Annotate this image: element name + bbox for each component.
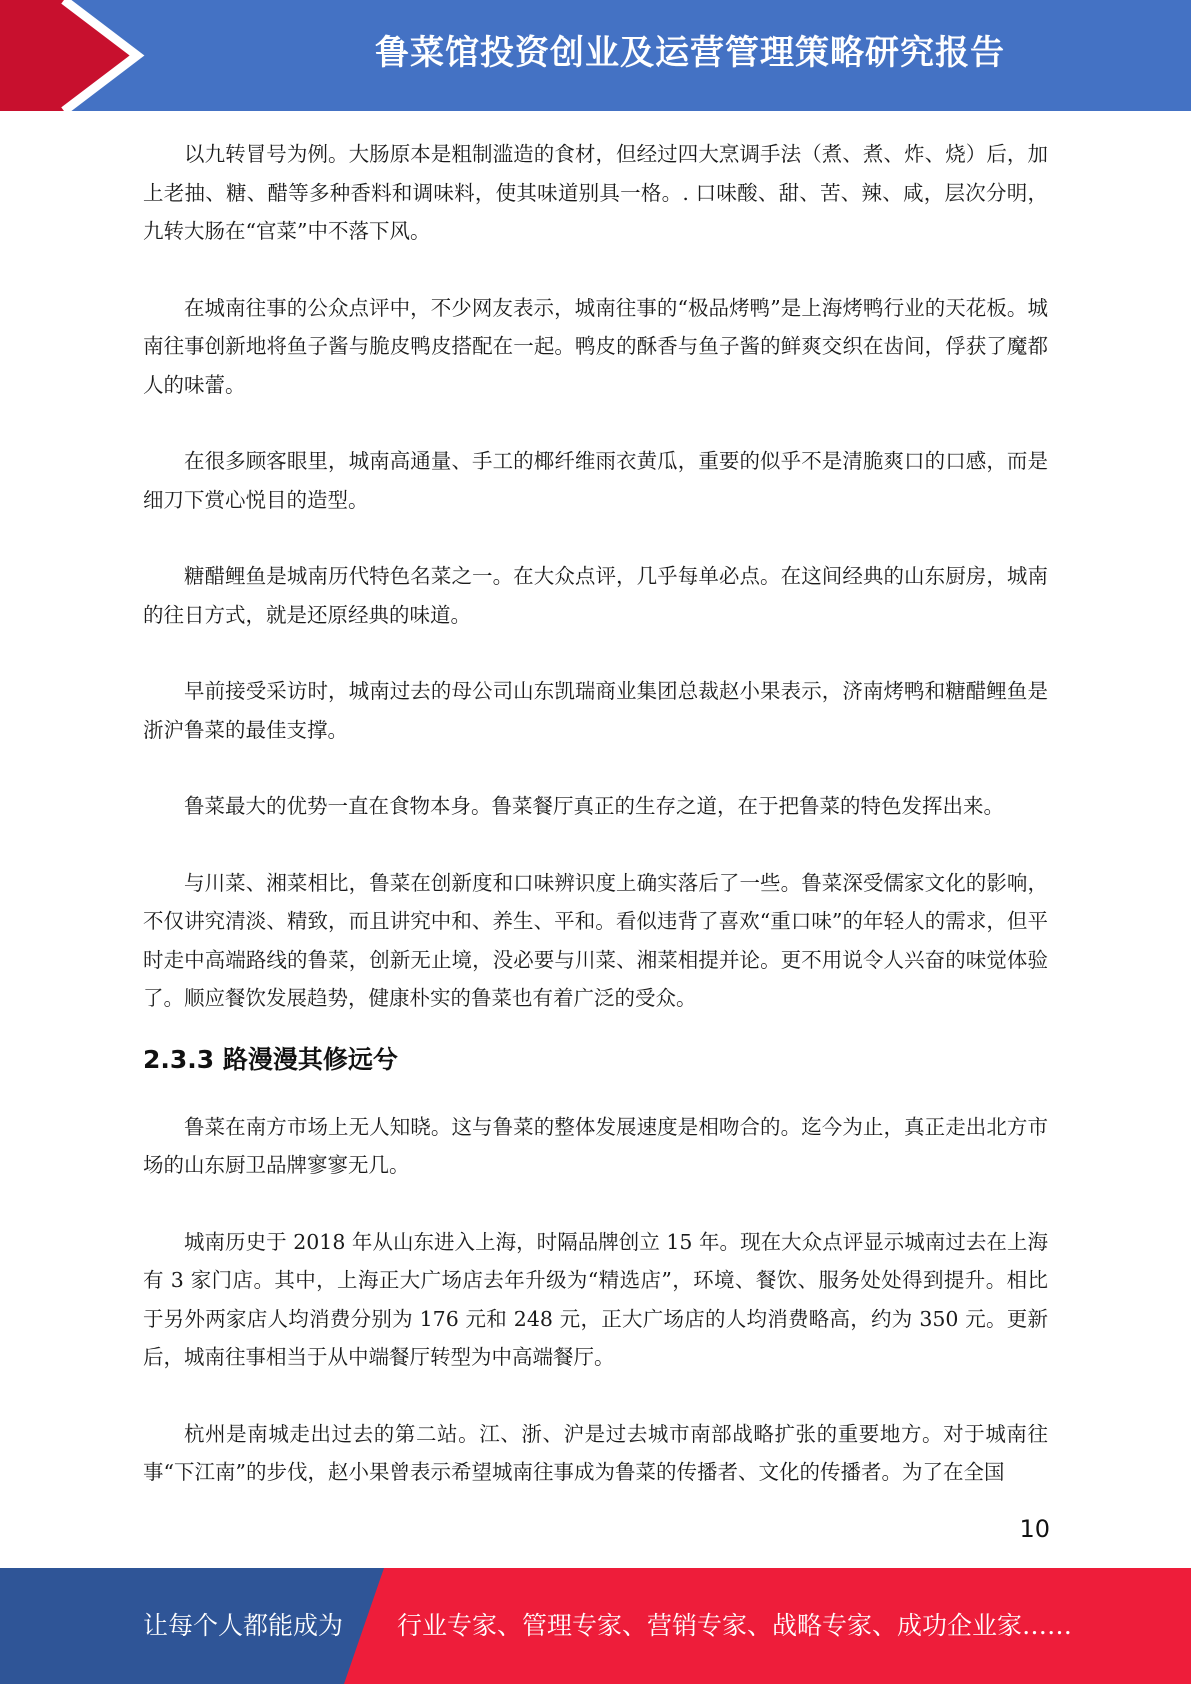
page-header <box>0 0 1191 111</box>
report-title: 鲁菜馆投资创业及运营管理策略研究报告 <box>375 33 1005 73</box>
paragraph: 以九转冒号为例。大肠原本是粗制滥造的食材，但经过四大烹调手法（煮、煮、炸、烧）后，加上老抽、糖、醋等多种香料和调味料，使其味道别具一格。. 口味酸、甜、苦、辣、咸，层次分明，九转大肠在“官菜”中不落下风。 <box>143 142 1048 243</box>
footer-slogan-left: 让每个人都能成为 <box>143 1611 344 1640</box>
document-body <box>143 135 1048 1492</box>
paragraph: 鲁菜最大的优势一直在食物本身。鲁菜餐厅真正的生存之道，在于把鲁菜的特色发挥出来。 <box>184 794 1004 818</box>
paragraph: 早前接受采访时，城南过去的母公司山东凯瑞商业集团总裁赵小果表示，济南烤鸭和糖醋鲤鱼是浙沪鲁菜的最佳支撑。 <box>143 679 1048 742</box>
paragraph: 杭州是南城走出过去的第二站。江、浙、沪是过去城市南部战略扩张的重要地方。对于城南往事“下江南”的步伐，赵小果曾表示希望城南往事成为鲁菜的传播者、文化的传播者。为了在全国 <box>143 1421 1048 1484</box>
header-arrow-decoration <box>0 0 160 111</box>
paragraph: 在城南往事的公众点评中，不少网友表示，城南往事的“极品烤鸭”是上海烤鸭行业的天花板。城南往事创新地将鱼子酱与脆皮鸭皮搭配在一起。鸭皮的酥香与鱼子酱的鲜爽交织在齿间，俘获了魔都人的味蕾。 <box>143 295 1048 397</box>
paragraph: 与川菜、湘菜相比，鲁菜在创新度和口味辨识度上确实落后了一些。鲁菜深受儒家文化的影响，不仅讲究清淡、精致，而且讲究中和、养生、平和。看似违背了喜欢“重口味”的年轻人的需求，但平时走中高端路线的鲁菜，创新无止境，没必要与川菜、湘菜相提并论。更不用说令人兴奋的味觉体验了。顺应餐饮发展趋势，健康朴实的鲁菜也有着广泛的受众。 <box>143 870 1048 1010</box>
paragraph: 糖醋鲤鱼是城南历代特色名菜之一。在大众点评，几乎每单必点。在这间经典的山东厨房，城南的往日方式，就是还原经典的味道。 <box>143 564 1048 627</box>
section-heading: 2.3.3 路漫漫其修远兮 <box>143 1044 398 1074</box>
paragraph: 在很多顾客眼里，城南高通量、手工的椰纤维雨衣黄瓜，重要的似乎不是清脆爽口的口感，而是细刀下赏心悦目的造型。 <box>143 449 1048 512</box>
page-number: 10 <box>1019 1515 1050 1543</box>
page-footer <box>0 1568 1191 1684</box>
paragraph: 城南历史于 2018 年从山东进入上海，时隔品牌创立 15 年。现在大众点评显示城南过去在上海有 3 家门店。其中，上海正大广场店去年升级为“精选店”，环境、餐饮、服务处处得到提升。相比于另外两家店人均消费分别为 176 元和 248 元，正大广场店的人均消费略高，约为 350 元。更新后，城南往事相当于从中端餐厅转型为中高端餐厅。 <box>143 1229 1048 1369</box>
footer-slogan-right: 行业专家、管理专家、营销专家、战略专家、成功企业家…… <box>397 1611 1073 1640</box>
paragraph: 鲁菜在南方市场上无人知晓。这与鲁菜的整体发展速度是相吻合的。迄今为止，真正走出北方市场的山东厨卫品牌寥寥无几。 <box>143 1114 1048 1177</box>
